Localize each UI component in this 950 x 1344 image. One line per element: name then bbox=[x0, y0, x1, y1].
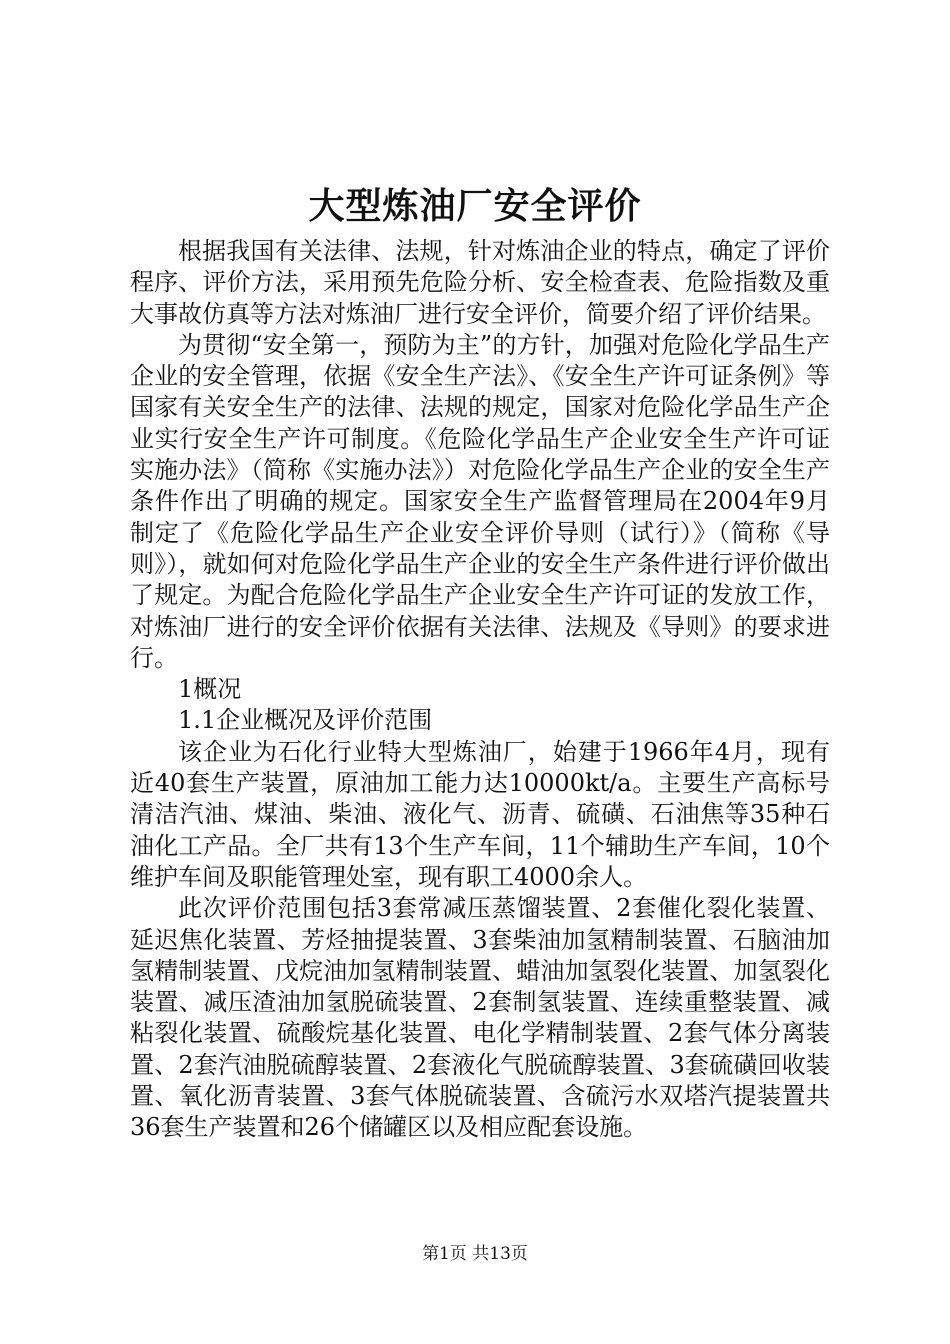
paragraph-background: 为贯彻“安全第一，预防为主”的方针，加强对危险化学品生产企业的安全管理，依据《安全生产法》、《安全生产许可证条例》等国家有关安全生产的法律、法规的规定，国家对危险化学品生产企业实行安全生产许可制度。《危险化学品生产企业安全生产许可证实施办法》（简称《实施办法》）对危险化学品生产企业的安全生产条件作出了明确的规定。国家安全生产监督管理局在2004年9月制定了《危险化学品生产企业安全评价导则（试行）》（简称《导则》），就如何对危险化学品生产企业的安全生产条件进行评价做出了规定。为配合危险化学品生产企业安全生产许可证的发放工作，对炼油厂进行的安全评价依据有关法律、法规及《导则》的要求进行。 bbox=[130, 330, 830, 672]
paragraph-evaluation-scope: 此次评价范围包括3套常减压蒸馏装置、2套催化裂化装置、延迟焦化装置、芳烃抽提装置、3套柴油加氢精制装置、石脑油加氢精制装置、戊烷油加氢精制装置、蜡油加氢裂化装置、加氢裂化装置、减压渣油加氢脱硫装置、2套制氢装置、连续重整装置、减粘裂化装置、硫酸烷基化装置、电化学精制装置、2套气体分离装置、2套汽油脱硫醇装置、2套液化气脱硫醇装置、3套硫磺回收装置、氧化沥青装置、3套气体脱硫装置、含硫污水双塔汽提装置共36套生产装置和26个储罐区以及相应配套设施。 bbox=[130, 894, 830, 1142]
document-title: 大型炼油厂安全评价 bbox=[308, 185, 642, 227]
section-heading-overview: 1概况 bbox=[178, 675, 242, 704]
paragraph-abstract: 根据我国有关法律、法规，针对炼油企业的特点，确定了评价程序、评价方法，采用预先危险分析、安全检查表、危险指数及重大事故仿真等方法对炼油厂进行安全评价，简要介绍了评价结果。 bbox=[130, 237, 830, 328]
document-body bbox=[130, 236, 830, 1144]
paragraph-enterprise-overview: 该企业为石化行业特大型炼油厂，始建于1966年4月，现有近40套生产装置，原油加工能力达10000kt/a。主要生产高标号清洁汽油、煤油、柴油、液化气、沥青、硫磺、石油焦等35种石油化工产品。全厂共有13个生产车间，11个辅助生产车间，10个维护车间及职能管理处室，现有职工4000余人。 bbox=[130, 737, 830, 891]
subsection-heading-scope: 1.1企业概况及评价范围 bbox=[178, 706, 433, 735]
page-footer: 第1页 共13页 bbox=[422, 1244, 528, 1264]
